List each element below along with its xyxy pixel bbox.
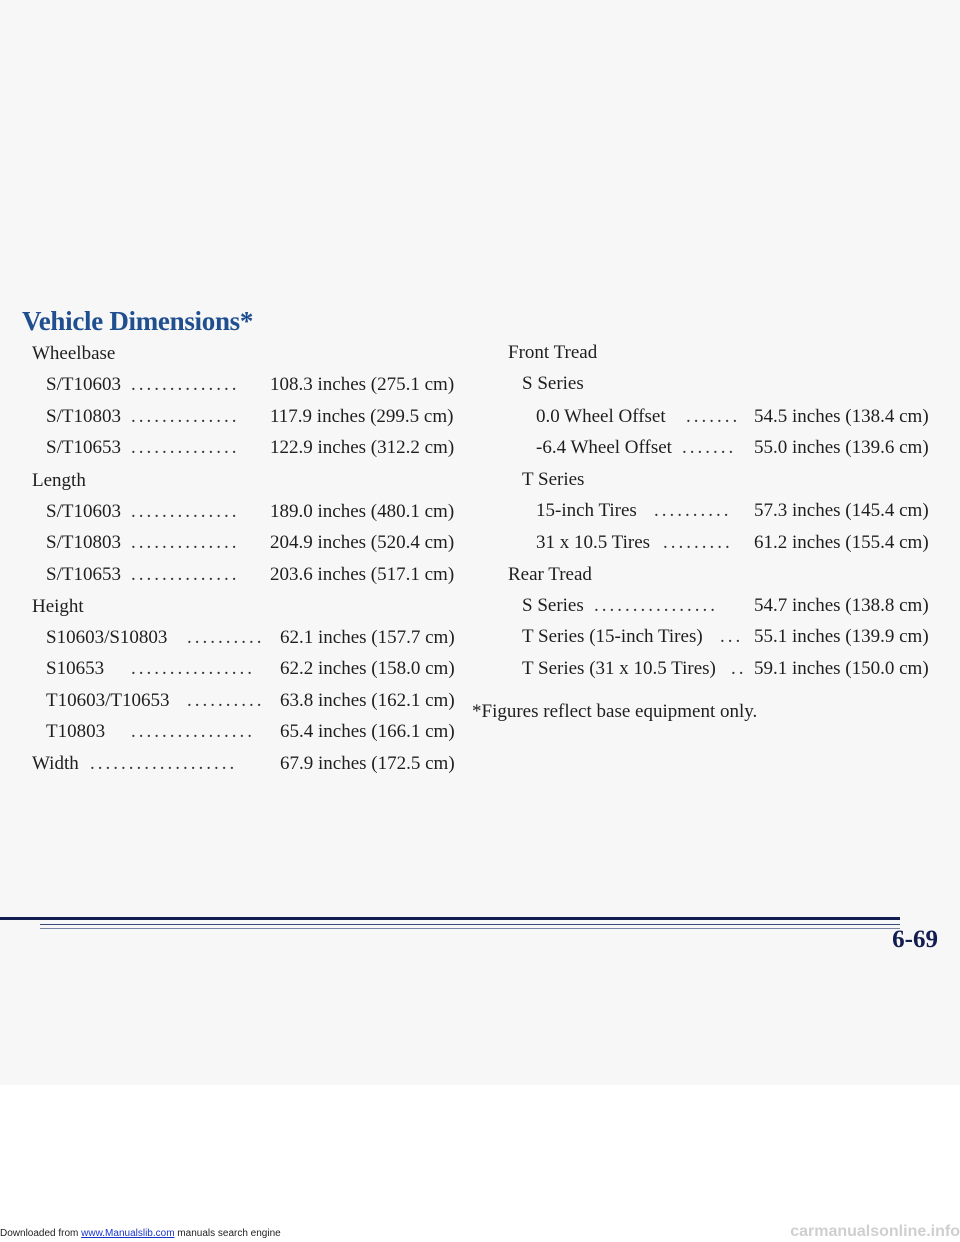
s-series-heading: S Series: [522, 373, 584, 394]
leader-dots: ...................: [90, 753, 238, 774]
spec-value: 65.4 inches (166.1 cm): [280, 721, 455, 742]
spec-value: 63.8 inches (162.1 cm): [280, 690, 455, 711]
leader-dots: ...: [720, 626, 744, 647]
spec-value: 55.1 inches (139.9 cm): [754, 626, 929, 647]
leader-dots: .........: [663, 532, 733, 553]
spec-value: 122.9 inches (312.2 cm): [270, 437, 455, 458]
leader-dots: ................: [594, 595, 718, 616]
leader-dots: ................: [131, 658, 255, 679]
leader-dots: ..............: [131, 406, 240, 427]
spec-label: T10603/T10653: [46, 690, 170, 711]
leader-dots: .......: [682, 437, 737, 458]
spec-value: 59.1 inches (150.0 cm): [754, 658, 929, 679]
spec-label: S/T10653: [46, 564, 121, 585]
length-heading: Length: [32, 470, 86, 491]
spec-value: 54.5 inches (138.4 cm): [754, 406, 929, 427]
leader-dots: ..............: [131, 532, 240, 553]
download-footer: [0, 1228, 281, 1240]
spec-label: -6.4 Wheel Offset: [536, 437, 672, 458]
spec-label: 15-inch Tires: [536, 500, 637, 521]
leader-dots: .......: [686, 406, 741, 427]
spec-label: S Series: [522, 595, 584, 616]
leader-dots: ................: [131, 721, 255, 742]
spec-label: 31 x 10.5 Tires: [536, 532, 651, 553]
t-series-heading: T Series: [522, 469, 585, 490]
footer-prefix: Downloaded from: [0, 1228, 82, 1239]
leader-dots: ..........: [187, 690, 265, 711]
wheelbase-heading: Wheelbase: [32, 343, 116, 364]
front-tread-heading: Front Tread: [508, 342, 598, 363]
spec-label: 0.0 Wheel Offset: [536, 406, 666, 427]
spec-label: S/T10603: [46, 501, 121, 522]
spec-value: 204.9 inches (520.4 cm): [270, 532, 455, 553]
rear-tread-heading: Rear Tread: [508, 564, 592, 585]
spec-label: S/T10653: [46, 437, 121, 458]
page-rule: [0, 905, 960, 935]
spec-value: 62.1 inches (157.7 cm): [280, 627, 455, 648]
manualslib-link[interactable]: www.Manualslib.com: [81, 1228, 175, 1239]
watermark: carmanualsonline.info: [790, 1223, 960, 1240]
spec-label: S/T10603: [46, 374, 121, 395]
spec-label: T10803: [46, 721, 106, 742]
leader-dots: ..............: [131, 501, 240, 522]
spec-value: 117.9 inches (299.5 cm): [270, 406, 454, 427]
spec-value: 203.6 inches (517.1 cm): [270, 564, 455, 585]
spec-value: 54.7 inches (138.8 cm): [754, 595, 929, 616]
spec-value: 189.0 inches (480.1 cm): [270, 501, 455, 522]
spec-value: 55.0 inches (139.6 cm): [754, 437, 929, 458]
section-title: Vehicle Dimensions*: [22, 306, 254, 336]
spec-value: 108.3 inches (275.1 cm): [270, 374, 455, 395]
spec-label: T Series (31 x 10.5 Tires): [522, 658, 716, 679]
leader-dots: ..........: [187, 627, 265, 648]
spec-value: 57.3 inches (145.4 cm): [754, 500, 929, 521]
spec-label: S10603/S10803: [46, 627, 168, 648]
leader-dots: ..............: [131, 437, 240, 458]
spec-value: 67.9 inches (172.5 cm): [280, 753, 455, 774]
page-number: 6-69: [892, 926, 938, 953]
spec-value: 61.2 inches (155.4 cm): [754, 532, 929, 553]
leader-dots: ..............: [131, 374, 240, 395]
leader-dots: ..: [731, 658, 747, 679]
footer-suffix: manuals search engine: [174, 1228, 281, 1239]
spec-label: S10653: [46, 658, 105, 679]
leader-dots: ..........: [654, 500, 732, 521]
spec-label: T Series (15-inch Tires): [522, 626, 703, 647]
height-heading: Height: [32, 596, 84, 617]
footnote: *Figures reflect base equipment only.: [472, 701, 758, 722]
leader-dots: ..............: [131, 564, 240, 585]
spec-label: Width: [32, 753, 79, 774]
spec-label: S/T10803: [46, 532, 121, 553]
spec-label: S/T10803: [46, 406, 121, 427]
spec-value: 62.2 inches (158.0 cm): [280, 658, 455, 679]
